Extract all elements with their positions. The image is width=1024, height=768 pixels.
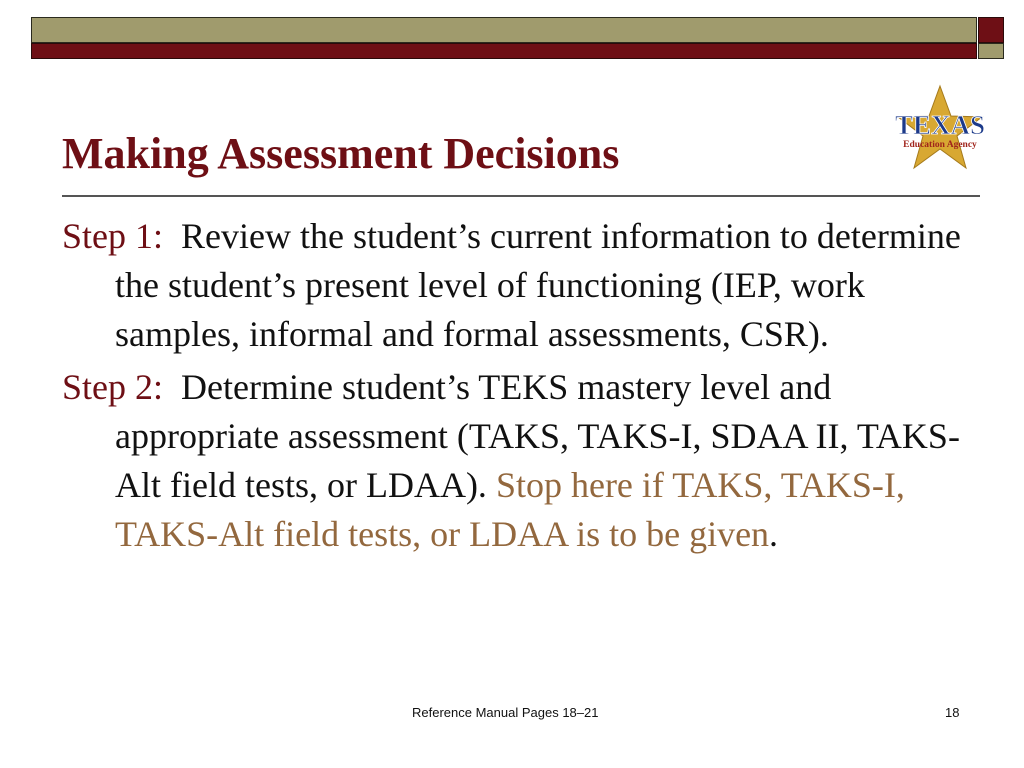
texas-education-agency-logo (884, 84, 996, 176)
step-1-text: Review the student’s current information to determine the student’s present level of functioning (IEP, work samples, informal and formal assessments, CSR). (115, 216, 961, 354)
step-1 (62, 212, 962, 359)
logo-sub-text: Education Agency (903, 140, 977, 150)
footer-reference: Reference Manual Pages 18–21 (412, 705, 599, 720)
step-2-end-punct: . (769, 514, 779, 554)
logo-main-text: TEXAS (894, 110, 986, 140)
corner-square-olive (978, 43, 1004, 59)
header-band-olive (31, 17, 977, 43)
step-2-label: Step 2: (62, 367, 164, 407)
slide-body (62, 212, 962, 563)
corner-square-maroon (978, 17, 1004, 43)
step-1-label: Step 1: (62, 216, 164, 256)
step-2 (62, 363, 962, 559)
slide-title: Making Assessment Decisions (62, 129, 620, 178)
title-divider (62, 195, 980, 197)
footer-page-number: 18 (945, 705, 960, 720)
step-2-stop-note: Stop here if TAKS, TAKS-I, TAKS-Alt field tests, or LDAA is to be given (115, 465, 905, 554)
header-band-maroon (31, 43, 977, 59)
step-2-text: Determine student’s TEKS mastery level and appropriate assessment (TAKS, TAKS-I, SDAA II, TAKS-Alt field tests, or LDAA). (115, 367, 960, 505)
